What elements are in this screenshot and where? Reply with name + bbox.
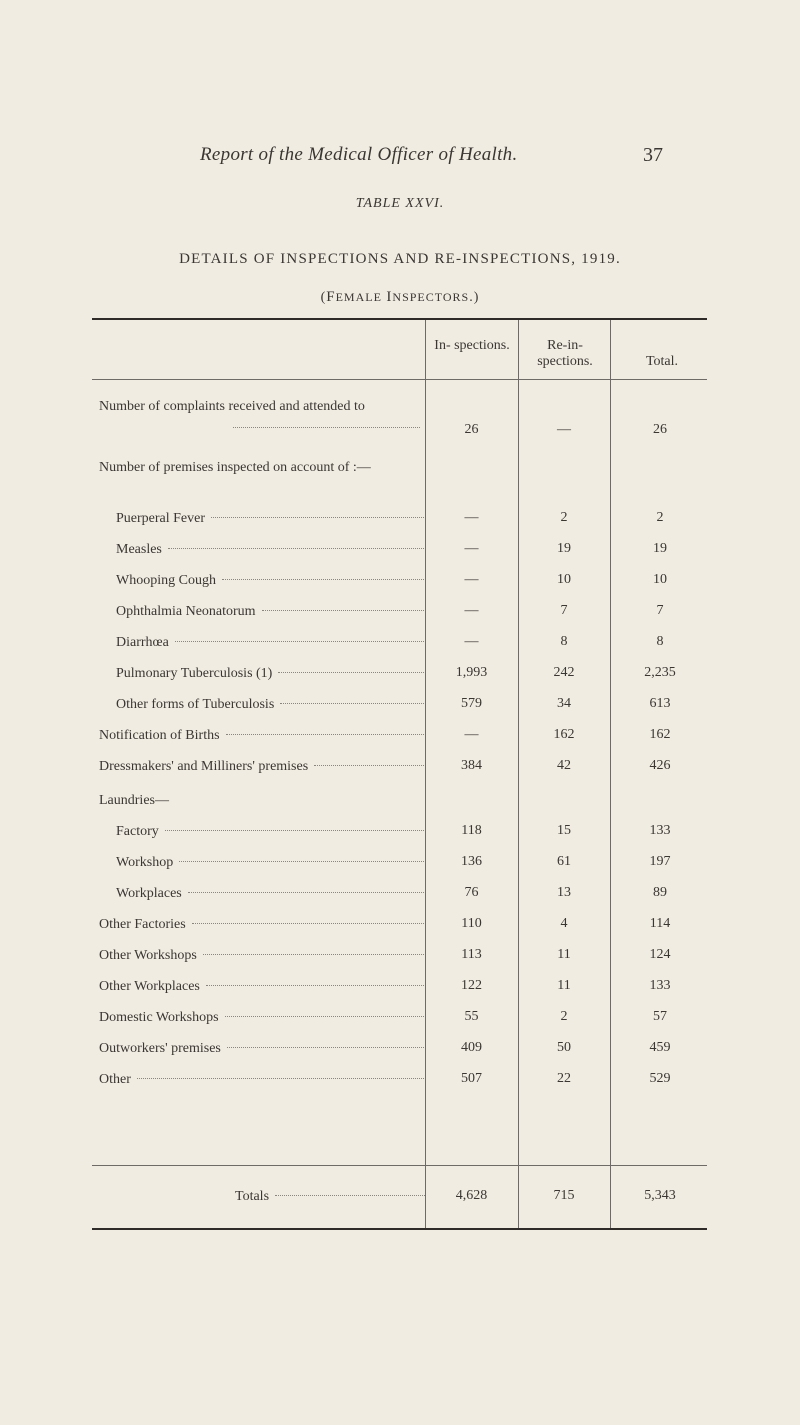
row-reinspections: 4 xyxy=(560,916,568,931)
row-label: Whooping Cough xyxy=(116,572,424,589)
row-total: 613 xyxy=(649,696,671,711)
row-inspections: 409 xyxy=(461,1040,482,1055)
row-total: 426 xyxy=(649,758,671,773)
row-label: Notification of Births xyxy=(99,727,424,744)
row-label: Pulmonary Tuberculosis (1) xyxy=(116,665,424,682)
row-inspections: — xyxy=(464,572,479,587)
table-bottom-rule xyxy=(92,1228,707,1230)
row-inspections: 579 xyxy=(461,696,482,711)
row-total: 8 xyxy=(656,634,664,649)
row-label: Factory xyxy=(116,823,424,840)
row-label: Laundries— xyxy=(99,793,169,808)
row-reinspections: 8 xyxy=(560,634,568,649)
row-label: Number of complaints received and attended to xyxy=(99,398,424,415)
row-label: Dressmakers' and Milliners' premises xyxy=(99,758,424,775)
row-inspections: 118 xyxy=(461,823,482,838)
row-inspections: — xyxy=(464,510,479,525)
table-title: DETAILS OF INSPECTIONS AND RE-INSPECTIONS, 1919. xyxy=(179,251,621,267)
row-reinspections: 22 xyxy=(557,1071,571,1086)
row-inspections: 122 xyxy=(461,978,482,993)
row-total: 114 xyxy=(649,916,671,931)
column-header-total: Total. xyxy=(645,354,679,369)
totals-inspections: 4,628 xyxy=(455,1188,488,1203)
row-total: 10 xyxy=(653,572,667,587)
row-inspections: 1,993 xyxy=(455,665,488,680)
column-divider-3 xyxy=(610,320,611,1228)
row-total: 162 xyxy=(649,727,671,742)
row-label: Puerperal Fever xyxy=(116,510,424,527)
row-inspections: — xyxy=(464,634,479,649)
totals-label: Totals xyxy=(235,1188,425,1205)
row-inspections: 76 xyxy=(464,885,479,900)
row-inspections: 384 xyxy=(461,758,482,773)
header-bottom-rule xyxy=(92,379,707,380)
row-total: 57 xyxy=(653,1009,667,1024)
row-reinspections: 162 xyxy=(553,727,575,742)
row-total: 124 xyxy=(649,947,671,962)
row-total: 133 xyxy=(649,978,671,993)
row-label: Other xyxy=(99,1071,424,1088)
row-label: Other Workplaces xyxy=(99,978,424,995)
row-total: 89 xyxy=(653,885,667,900)
row-reinspections: 11 xyxy=(557,947,571,962)
row-inspections: 110 xyxy=(461,916,482,931)
row-label: Other forms of Tuberculosis xyxy=(116,696,424,713)
column-divider-2 xyxy=(518,320,519,1228)
row-inspections: 507 xyxy=(461,1071,482,1086)
row-inspections: 136 xyxy=(461,854,482,869)
row-total: 459 xyxy=(649,1040,671,1055)
row-reinspections: 242 xyxy=(553,665,575,680)
row-total: 7 xyxy=(656,603,664,618)
totals-reinspections: 715 xyxy=(553,1188,575,1203)
row-total: 529 xyxy=(649,1071,671,1086)
page-number: 37 xyxy=(643,144,663,166)
row-label: Domestic Workshops xyxy=(99,1009,424,1026)
column-header-reinspections: Re-in- spections. xyxy=(537,338,593,369)
totals-total: 5,343 xyxy=(644,1188,676,1203)
row-reinspections: 42 xyxy=(557,758,571,773)
row-reinspections: 2 xyxy=(560,510,568,525)
row-reinspections: 34 xyxy=(557,696,571,711)
row-total: 2 xyxy=(656,510,664,525)
table-top-rule xyxy=(92,318,707,320)
row-reinspections: 7 xyxy=(560,603,568,618)
row-label: Workshop xyxy=(116,854,424,871)
table-label: TABLE XXVI. xyxy=(355,196,445,211)
row-total: 26 xyxy=(653,422,667,437)
row-total: 133 xyxy=(649,823,671,838)
row-label: Diarrhœa xyxy=(116,634,424,651)
row-inspections: 26 xyxy=(464,422,479,437)
row-reinspections: 13 xyxy=(557,885,571,900)
row-reinspections: 50 xyxy=(557,1040,571,1055)
column-header-inspections: In- spections. xyxy=(434,338,510,353)
row-label: Measles xyxy=(116,541,424,558)
row-total: 197 xyxy=(649,854,671,869)
row-reinspections: — xyxy=(557,422,571,437)
column-divider-1 xyxy=(425,320,426,1228)
row-inspections: — xyxy=(464,541,479,556)
row-inspections: 113 xyxy=(461,947,482,962)
row-label: Ophthalmia Neonatorum xyxy=(116,603,424,620)
page-header-title: Report of the Medical Officer of Health. xyxy=(200,144,518,165)
row-label: Number of premises inspected on account of :— xyxy=(99,460,371,475)
row-reinspections: 19 xyxy=(557,541,571,556)
row-label: Workplaces xyxy=(116,885,424,902)
row-label: Other Workshops xyxy=(99,947,424,964)
row-total: 2,235 xyxy=(644,665,676,680)
row-inspections: — xyxy=(464,727,479,742)
row-inspections: 55 xyxy=(464,1009,479,1024)
row-reinspections: 15 xyxy=(557,823,571,838)
row-reinspections: 11 xyxy=(557,978,571,993)
row-label: Other Factories xyxy=(99,916,424,933)
row-label: Outworkers' premises xyxy=(99,1040,424,1057)
row-reinspections: 61 xyxy=(557,854,571,869)
row-total: 19 xyxy=(653,541,667,556)
row-inspections: — xyxy=(464,603,479,618)
row-reinspections: 10 xyxy=(557,572,571,587)
row-reinspections: 2 xyxy=(560,1009,568,1024)
totals-top-rule xyxy=(92,1165,707,1166)
table-subtitle: (FEMALE INSPECTORS.) xyxy=(320,289,480,305)
